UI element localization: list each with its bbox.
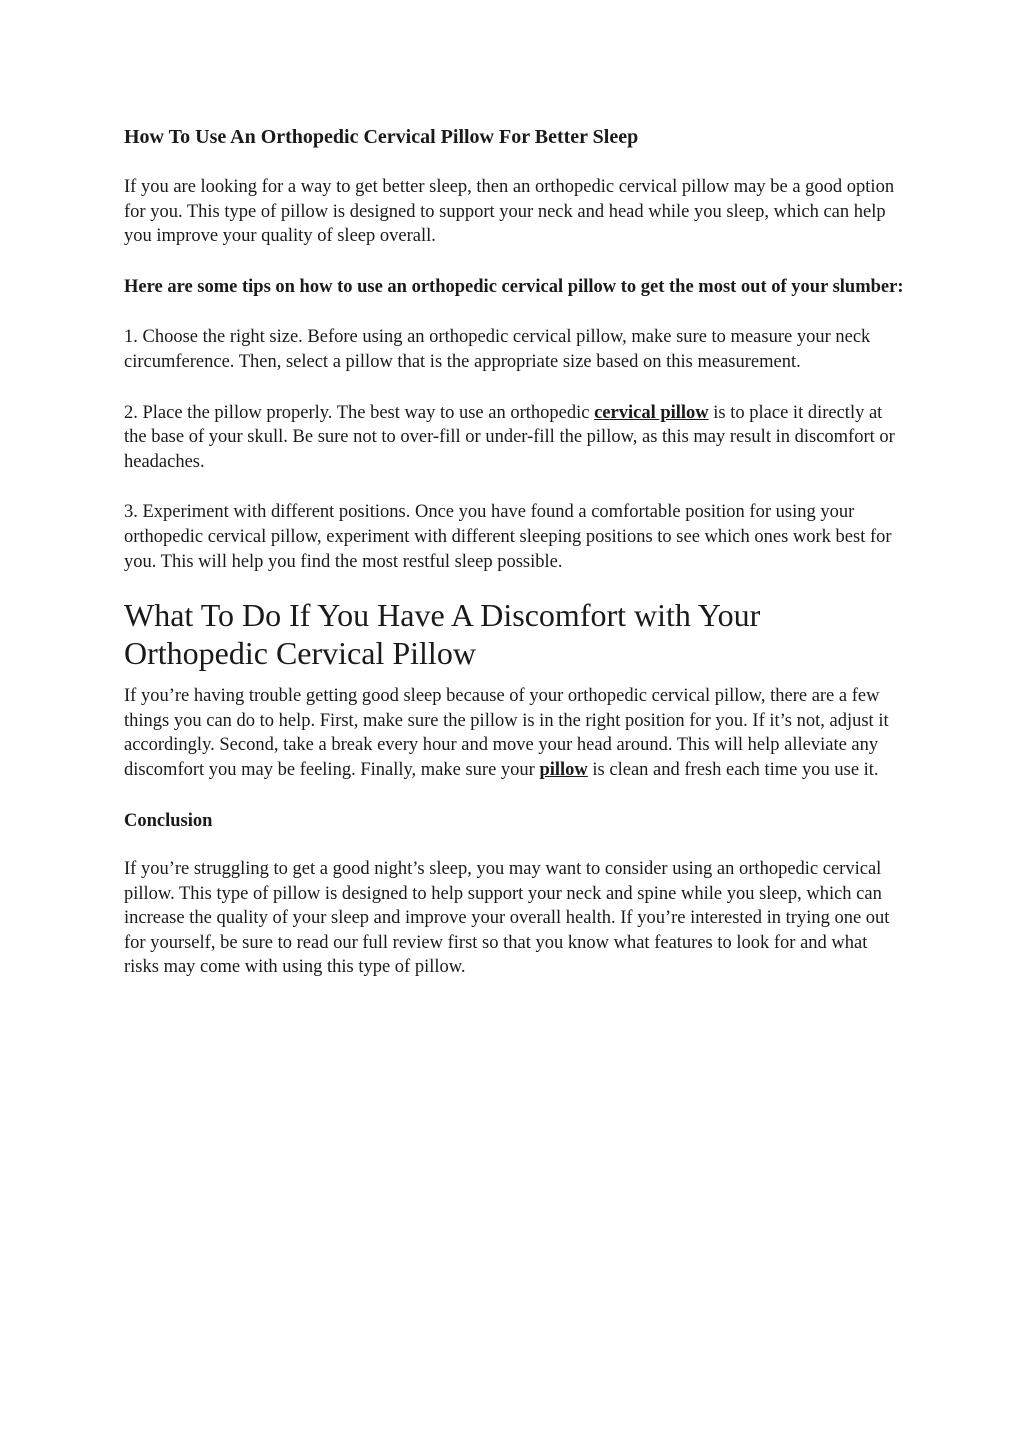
intro-paragraph: If you are looking for a way to get better sleep, then an orthopedic cervical pillow may be a good option for you. This type of pillow is designed to support your neck and head while you sleep, which can help you improve your quality of sleep overall. <box>124 177 895 247</box>
discomfort-text-after: is clean and fresh each time you use it. <box>587 759 879 780</box>
tip-3-paragraph: 3. Experiment with different positions. Once you have found a comfortable position for using your orthopedic cervical pillow, experiment with different sleeping positions to see which ones work best for you. This will help you find the most restful sleep possible. <box>124 502 892 572</box>
discomfort-section-heading: What To Do If You Have A Discomfort with Your Orthopedic Cervical Pillow <box>124 597 761 672</box>
tips-lead-paragraph: Here are some tips on how to use an orthopedic cervical pillow to get the most out of your slumber: <box>124 276 904 297</box>
tip-2-paragraph <box>124 401 904 475</box>
discomfort-paragraph <box>124 684 904 782</box>
discomfort-text-before: If you’re having trouble getting good sleep because of your orthopedic cervical pillow, there are a few things you can do to help. First, make sure the pillow is in the right position for you. If it’s not, adjust it accordingly. Second, take a break every hour and move your head around. This will help alleviate any discomfort you may be feeling. Finally, make sure your <box>124 686 889 780</box>
tip-1-paragraph: 1. Choose the right size. Before using an orthopedic cervical pillow, make sure to measure your neck circumference. Then, select a pillow that is the appropriate size based on this measurement. <box>124 327 871 372</box>
document-title: How To Use An Orthopedic Cervical Pillow For Better Sleep <box>124 126 639 148</box>
pillow-link[interactable]: pillow <box>539 759 588 780</box>
document-page <box>124 122 904 1006</box>
cervical-pillow-link[interactable]: cervical pillow <box>594 402 709 423</box>
tip-2-text-after: is to place it directly at the base of your skull. Be sure not to over-fill or under-fill the pillow, as this may result in discomfort or headaches. <box>124 402 895 472</box>
tip-2-text-before: 2. Place the pillow properly. The best way to use an orthopedic <box>124 402 595 423</box>
conclusion-heading: Conclusion <box>124 810 213 831</box>
conclusion-paragraph: If you’re struggling to get a good night’s sleep, you may want to consider using an orthopedic cervical pillow. This type of pillow is designed to help support your neck and spine while you sleep, which can increase the quality of your sleep and improve your overall health. If you’re interested in trying one out for yourself, be sure to read our full review first so that you know what features to look for and what risks may come with using this type of pillow. <box>124 859 890 978</box>
